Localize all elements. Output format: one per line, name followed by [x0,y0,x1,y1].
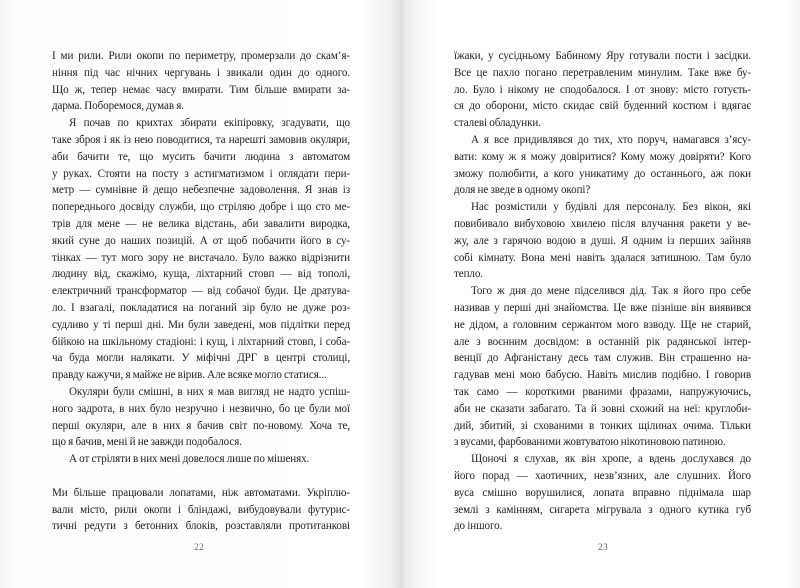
text-line: собі кімнату. Вона мені навіть здалася затишною. Там було [454,251,751,264]
text-line: зможу полюбити, а кого уникатиму до останнього, аж поки [454,167,751,180]
text-line: повибивало вибуховою хвилею після влучання ракети у ве- [454,217,751,230]
text-line: правду кажучи, я майже не вірив. Але всяке могло статися... [52,369,327,382]
text-line: Все це пахло погано перетравленим минулим. Таке вже бу- [454,66,751,79]
text-line: називав у перші дні знайомства. Це вже пізніше він виявився [454,301,751,314]
text-line: трів для мене — не велика відстань, аби завалити виродка, [52,217,350,230]
text-line: не дідом, а головним сержантом мого взводу. Ще не старий, [454,318,751,331]
text-line: ло. І взагалі, покладатися на поганий зір було не дуже роз- [52,301,350,314]
text-line: Нас розмістили у будівлі для персоналу. Без вікон, які [471,201,751,214]
text-line: аби не сказати забагато. Та й зовні схожий на неї: круглоби- [454,402,751,415]
text-block [454,48,751,535]
text-line: попереднього досвіду служби, що стріляю добре і що сто ме- [52,201,350,214]
paragraph [52,384,350,451]
text-line: так само — короткими рваними фразами, напружуючись, [454,385,751,398]
paragraph [454,48,751,132]
paragraph [52,48,350,115]
text-line: А от стріляти в них мені довелося лише по мішенях. [69,453,310,466]
text-line: Ми більше працювали лопатами, ніж автоматами. Укріплю- [52,486,350,499]
paragraph [52,115,350,384]
paragraph [454,199,751,283]
text-line: вали місто, рили окопи і бліндажі, вибудовували футурис- [52,503,350,516]
paragraph [52,485,350,535]
paragraph [454,283,751,451]
text-line: його порад — хаотичних, незв’язних, але слушних. Його [454,469,751,482]
section-break [52,468,350,485]
text-line: ло. Було і нікому не сподобалося. І от знову: місто готуєть- [454,83,751,96]
text-line: Що ж, тепер немає часу вмирати. Тим більше вмирати за- [52,83,350,96]
text-line: який суне до наших позицій. А от щоб побачити його в су- [52,234,350,247]
text-line: таке зброя і як із нею поводитися, та нарешті замовив окуляри, [52,133,350,146]
text-line: ніння під час нічних чергувань і звикали один до одного. [52,66,350,79]
text-line: до іншого. [454,520,503,533]
text-line: судливо у ті перші дні. Ми були заведені, мов підлітки перед [52,318,350,331]
text-line: Окуляри були смішні, в них я мав вигляд не надто успіш- [69,385,350,398]
text-line: Того ж дня до мене підселився дід. Так я його про себе [471,285,751,298]
text-line: вуса смішно ворушилися, лопата вправно піднімала шар [454,486,751,499]
right-page [400,0,800,588]
text-line: бійкою на шкільному стадіоні: і кущ, і ліхтарний стовп, і соба- [52,335,350,348]
text-line: їжаки, у сусідньому Бабиному Яру готували пости і засідки. [454,50,751,62]
text-line: І ми рили. Рили окопи по периметру, промерзали до скам’я- [52,50,350,62]
text-line: що я бачив, мені й не завжди подобалося. [52,436,242,449]
text-line: людину від, скажімо, куща, ліхтарний стовп — від тополі, [52,268,350,281]
text-line: у руках. Стояти на посту з астигматизмом і оглядати пери- [52,167,350,180]
text-line: електричний трансформатор — від собачої буди. Це дратува- [52,285,350,298]
text-line: але з воєнним досвідом: в останній рік радянської інтер- [454,335,751,348]
text-line: гадував мені мою бабусю. Навіть мислив подібно. І говорив [454,369,751,382]
page-number: 22 [193,543,205,553]
text-line: перші окуляри, але в них я бачив світ по-новому. Хоча те, [52,419,350,432]
text-line: доля не зведе в одному окопі? [454,184,591,197]
text-line: тінках — тут мого зору не вистачало. Було важко відрізнити [52,251,350,264]
text-block [52,48,350,535]
text-line: ся до оборони, місто скидає свій буденний костюм і вдягає [454,100,751,113]
paragraph [454,451,751,535]
text-line: жу, але з гарячою водою в душі. Я одним із перших зайняв [454,234,751,247]
paragraph [52,451,350,468]
text-line: з вусами, фарбованими жовтуватою нікотиновою патиною. [454,436,726,449]
text-line: ча буда могли налякати. У міфічні ДРГ в центрі столиці, [52,352,350,365]
text-line: вати: кому ж я можу довіритися? Кому можу довіряти? Кого [454,150,751,163]
text-line: ного задрота, в них було незручно і незвично, бо це були мої [52,402,350,415]
text-line: сталеві обладунки. [454,117,541,130]
text-line: Я почав по крихтах збирати екіпіровку, згадувати, що [69,117,350,130]
text-line: Щоночі я слухав, як він хропе, а вдень дослухався до [471,453,751,466]
text-line: дий, збитий, зі схованими в тонких щілинах очима. Тільки [454,419,751,432]
text-line: землі з камінням, сигарета мігрувала з одного кутика губ [454,503,751,516]
text-line: тепло. [454,268,483,281]
text-line: аби бачити те, що мусить бачити людина з автоматом [52,150,350,163]
text-line: тичні редути з бетонних блоків, розставляли протитанкові [52,520,350,533]
page-number: 23 [597,543,609,553]
paragraph [454,132,751,199]
text-line: метр — сумнівне й дещо небезпечне задоволення. Я знав із [52,184,350,197]
text-line: А я все придивлявся до тих, хто поруч, намагався з’ясу- [471,133,751,146]
text-line: венції до Афганістану десь там служив. Він страшенно на- [454,352,751,365]
text-line: дарма. Поборемося, думав я. [52,100,184,113]
